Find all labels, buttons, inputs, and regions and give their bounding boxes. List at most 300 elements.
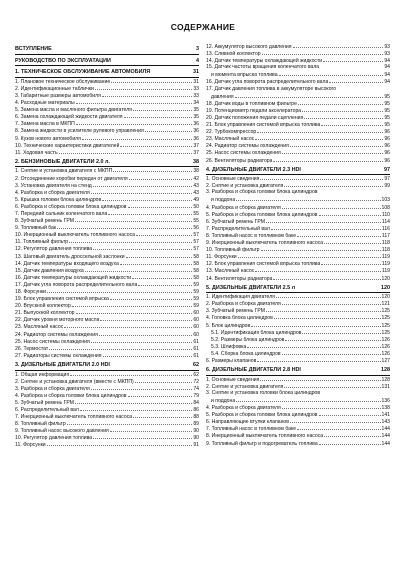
toc-entry xyxy=(15,434,199,441)
toc-entry xyxy=(15,260,199,267)
toc-entry-title: 5. ДИЗЕЛЬНЫЕ ДВИГАТЕЛИ 2.5 л xyxy=(206,284,296,291)
toc-entry-title: 14. Датчик температуры охлаждающей жидкости xyxy=(206,58,323,65)
toc-page-number: 49 xyxy=(193,196,199,203)
toc-entry-title: 8. Замена жидкости в усилителе рулевого управления xyxy=(15,128,144,135)
toc-entry xyxy=(206,232,390,239)
toc-entry xyxy=(15,113,199,120)
dot-leader xyxy=(284,182,383,187)
toc-entry xyxy=(15,92,199,99)
toc-entry xyxy=(15,189,199,196)
toc-entry-title: 4. Разборка и сборка головки блока цилиндров xyxy=(15,392,127,399)
toc-entry-title: 25. Насос системы охлаждения xyxy=(15,338,90,345)
toc-entry-title: давления xyxy=(211,93,234,100)
toc-page-number: 36 xyxy=(193,121,199,128)
dot-leader xyxy=(72,302,192,307)
toc-entry-title: 11. Форсунки xyxy=(206,254,237,261)
toc-page-number: 60 xyxy=(193,331,199,338)
toc-entry xyxy=(15,420,199,427)
toc-page-number: 96 xyxy=(384,129,390,136)
toc-entry xyxy=(206,425,390,432)
dot-leader xyxy=(129,175,193,180)
toc-page-number: 141 xyxy=(381,412,390,419)
toc-entry-title: 17. Датчик давления топлива в аккумуляторе высокого xyxy=(206,85,337,92)
toc-entry-title: 8. Топливный насос в топливном баке xyxy=(206,232,297,239)
dot-leader xyxy=(337,86,389,90)
toc-page-number: 58 xyxy=(193,267,199,274)
toc-entry xyxy=(15,238,199,245)
toc-entry xyxy=(206,149,390,156)
toc-page-number: 35 xyxy=(193,114,199,121)
toc-entry-title: 5. Крышка головки блока цилиндров xyxy=(15,196,102,203)
dot-leader xyxy=(124,113,193,118)
toc-entry xyxy=(206,100,390,107)
dot-leader xyxy=(320,64,383,68)
dot-leader xyxy=(319,211,381,216)
dot-leader xyxy=(75,217,192,222)
dot-leader xyxy=(324,239,381,244)
toc-entry-title: 24. Радиатор системы охлаждения xyxy=(15,331,98,338)
toc-page-number: 126 xyxy=(381,350,390,357)
toc-page-number: 136 xyxy=(381,398,390,404)
toc-entry xyxy=(206,260,390,267)
toc-page-number: 38 xyxy=(193,158,199,165)
toc-entry xyxy=(15,316,199,323)
toc-page-number: 94 xyxy=(384,58,390,65)
toc-entry-title: 18. Форсунки xyxy=(15,289,47,295)
dot-leader xyxy=(133,413,192,418)
toc-section-heading xyxy=(15,57,199,67)
toc-entry xyxy=(206,253,390,260)
toc-entry-title: 4. ДИЗЕЛЬНЫЕ ДВИГАТЕЛИ 2.3 HDI xyxy=(206,166,301,173)
toc-entry-title: 18. Датчик воды в топливном фильтре xyxy=(206,100,297,107)
toc-entry xyxy=(206,307,390,314)
toc-entry xyxy=(15,203,199,210)
toc-entry xyxy=(15,142,199,149)
toc-entry-title: 3. Разборка и сборка головки блока цилиндров xyxy=(206,189,318,196)
dot-leader xyxy=(276,293,381,298)
toc-entry-title: 12. Аккумулятор высокого давления xyxy=(206,44,292,50)
toc-entry xyxy=(206,300,390,307)
toc-entry xyxy=(206,50,390,57)
toc-page-number: 94 xyxy=(384,72,390,79)
toc-page-number: 35 xyxy=(193,107,199,114)
toc-page-number: 59 xyxy=(193,296,199,303)
toc-entry xyxy=(15,217,199,224)
dot-leader xyxy=(93,434,192,439)
toc-entry-title: 4. Разборка и сборка двигателя xyxy=(15,189,90,196)
toc-entry-title: 6. Разборка и сборка головки блока цилиндров xyxy=(15,203,127,210)
toc-entry xyxy=(206,114,390,121)
toc-entry-title: 1. Основные сведения xyxy=(206,376,260,383)
dot-leader xyxy=(64,323,192,328)
toc-entry-title: 23. Масляный насос xyxy=(206,136,255,143)
toc-page-number: 61 xyxy=(193,338,199,345)
dot-leader xyxy=(103,352,193,357)
dot-leader xyxy=(95,85,193,90)
toc-entry xyxy=(15,385,199,392)
toc-page-number: 143 xyxy=(381,419,390,426)
toc-entry-title: 14. Вентиляторы радиатора xyxy=(206,275,273,282)
toc-entry-title: 7. Распределительный вал xyxy=(206,225,270,232)
dot-leader xyxy=(93,245,192,250)
dot-leader xyxy=(297,425,380,430)
toc-entry-title: ВСТУПЛЕНИЕ xyxy=(15,46,52,52)
toc-entry-title: 4. Разборка и сборка двигателя xyxy=(206,204,281,211)
dot-leader xyxy=(236,397,380,402)
toc-page-number: 125 xyxy=(381,322,390,329)
toc-page-number: 43 xyxy=(193,189,199,196)
dot-leader xyxy=(271,225,381,230)
toc-section-heading xyxy=(15,158,199,168)
toc-page-number: 95 xyxy=(384,107,390,114)
dot-leader xyxy=(282,350,381,355)
toc-entry-title: 27. Радиаторы системы охлаждения xyxy=(15,352,102,359)
toc-entry-title: 5.2. Размеры блока цилиндров xyxy=(211,336,285,343)
toc-page-number: 96 xyxy=(384,150,390,157)
dot-leader xyxy=(274,314,381,319)
toc-page-number: 95 xyxy=(384,100,390,107)
dot-leader xyxy=(324,432,380,437)
toc-page-number: 3 xyxy=(196,46,199,52)
toc-entry-title: 2. Снятие и установка двигателя xyxy=(206,383,284,390)
dot-leader xyxy=(93,182,193,187)
toc-page-number: 57 xyxy=(193,232,199,239)
dot-leader xyxy=(273,157,383,162)
toc-page-number: 90 xyxy=(193,428,199,435)
toc-entry xyxy=(206,43,390,50)
dot-leader xyxy=(284,383,380,388)
toc-page-number: 110 xyxy=(381,211,390,218)
toc-page-number: 43 xyxy=(193,182,199,189)
toc-page-number: 119 xyxy=(381,254,390,261)
toc-entry-title: 7. Топливный насос в топливном баке xyxy=(206,426,297,433)
toc-entry xyxy=(206,350,390,357)
toc-page-number: 62 xyxy=(193,361,199,368)
toc-page-number: 94 xyxy=(384,79,390,86)
toc-entry-title: 5.4. Сборка блока цилиндров xyxy=(211,350,281,357)
dot-leader xyxy=(302,329,380,334)
toc-page-number: 127 xyxy=(381,358,390,365)
toc-entry xyxy=(206,432,390,439)
toc-entry-title: 25. Насос системы охлаждения xyxy=(206,150,281,157)
toc-page-number: 128 xyxy=(381,367,390,374)
dot-leader xyxy=(302,367,380,371)
toc-page-number: 117 xyxy=(381,232,390,239)
toc-entry xyxy=(15,323,199,330)
toc-entry xyxy=(206,397,390,404)
toc-entry-title: 14. Датчик температуры входящего воздуха xyxy=(15,260,119,267)
toc-entry-title: 1. Плановое техническое обслуживание xyxy=(15,78,111,85)
toc-entry xyxy=(206,189,390,196)
toc-page-number: 59 xyxy=(193,289,199,295)
toc-entry-title: 2. Снятие и установка двигателя xyxy=(206,183,284,190)
toc-entry-title: 6. Направляющие втулки клапанов xyxy=(206,419,289,426)
toc-page-number: 90 xyxy=(193,435,199,442)
toc-entry xyxy=(206,411,390,418)
toc-page-number: 93 xyxy=(384,44,390,50)
toc-entry xyxy=(206,275,390,282)
toc-page-number: 120 xyxy=(381,284,390,291)
toc-entry xyxy=(15,441,199,448)
toc-entry xyxy=(15,224,199,231)
dot-leader xyxy=(255,135,383,140)
toc-entry-title: и поддона xyxy=(211,398,236,404)
toc-entry-title: 4. Разборка и сборка двигателя xyxy=(206,405,281,412)
toc-entry xyxy=(15,175,199,182)
toc-page-number: 57 xyxy=(193,246,199,253)
toc-entry xyxy=(206,322,390,329)
toc-page-number: 36 xyxy=(193,135,199,142)
toc-section-heading xyxy=(206,366,390,376)
toc-entry xyxy=(15,427,199,434)
dot-leader xyxy=(91,338,193,343)
toc-entry xyxy=(15,413,199,420)
toc-page-number: 84 xyxy=(193,399,199,406)
toc-entry xyxy=(206,246,390,253)
toc-entry-title: 6. ДИЗЕЛЬНЫЕ ДВИГАТЕЛИ 2.8 HDI xyxy=(206,367,301,374)
toc-entry-title: 10. Технические характеристики двигателей xyxy=(15,142,120,149)
toc-entry-title: РУКОВОДСТВО ПО ЭКСПЛУАТАЦИИ xyxy=(15,57,111,64)
dot-leader xyxy=(323,57,383,62)
dot-leader xyxy=(85,267,193,272)
toc-page-number: 58 xyxy=(193,253,199,260)
toc-page-number: 37 xyxy=(193,142,199,149)
toc-entry-title: 16. Датчик температуры охлаждающей жидкости xyxy=(15,274,132,281)
toc-entry-title: 6. Размеры клапанов xyxy=(206,358,257,365)
toc-page-number: 97 xyxy=(384,166,390,173)
dot-leader xyxy=(302,107,383,112)
dot-leader xyxy=(91,385,193,390)
dot-leader xyxy=(319,189,390,193)
toc-entry xyxy=(15,196,199,203)
dot-leader xyxy=(132,274,192,279)
toc-page-number: 55 xyxy=(193,210,199,217)
toc-entry xyxy=(206,78,390,85)
toc-entry xyxy=(206,293,390,300)
toc-entry-title: 11. Форсунки xyxy=(15,442,46,449)
toc-page-number: 95 xyxy=(384,114,390,121)
toc-page-number: 144 xyxy=(381,440,390,447)
toc-entry xyxy=(15,231,199,238)
toc-page-number: 121 xyxy=(381,301,390,308)
toc-page-number: 103 xyxy=(381,197,390,204)
dot-leader xyxy=(91,189,193,194)
toc-entry-title: 12. Регулятор давления топлива xyxy=(15,246,93,253)
dot-leader xyxy=(329,78,383,83)
toc-page-number: 89 xyxy=(193,421,199,428)
toc-entry xyxy=(15,253,199,260)
dot-leader xyxy=(247,343,380,348)
toc-page-number: 120 xyxy=(381,294,390,301)
dot-leader xyxy=(282,300,381,305)
toc-entry xyxy=(206,376,390,383)
toc-entry xyxy=(206,336,390,343)
toc-entry-title: 13. Сливной коллектор xyxy=(206,51,261,58)
toc-entry xyxy=(206,239,390,246)
toc-entry xyxy=(206,329,390,336)
toc-entry xyxy=(206,93,390,100)
dot-leader xyxy=(99,331,192,336)
toc-entry-title: 3. Габаритные размеры автомобиля xyxy=(15,92,101,99)
toc-entry xyxy=(15,309,199,316)
dot-leader xyxy=(111,362,192,366)
dot-leader xyxy=(235,93,384,98)
dot-leader xyxy=(126,253,193,258)
toc-entry xyxy=(15,245,199,252)
dot-leader xyxy=(110,295,193,300)
toc-entry xyxy=(15,182,199,189)
toc-entry xyxy=(15,345,199,352)
toc-entry xyxy=(15,371,199,378)
dot-leader xyxy=(102,92,192,97)
toc-entry xyxy=(15,274,199,281)
toc-section-heading xyxy=(15,68,199,78)
toc-entry-title: 9. Топливный бак xyxy=(15,225,57,232)
dot-leader xyxy=(262,50,384,55)
toc-entry-title: 1. Общая информация xyxy=(15,371,70,378)
toc-entry-title: 26. Вентиляторы радиатора xyxy=(206,157,273,164)
toc-page-number: 60 xyxy=(193,317,199,324)
toc-page-number: 119 xyxy=(381,261,390,268)
toc-entry xyxy=(206,128,390,135)
dot-leader xyxy=(76,309,193,314)
toc-page-number: 125 xyxy=(381,329,390,336)
toc-entry-title: 16. Датчик угла поворота распределительного вала xyxy=(206,79,329,86)
dot-leader xyxy=(260,175,383,180)
toc-page-number: 62 xyxy=(193,371,199,378)
dot-leader xyxy=(261,246,381,251)
toc-page-number: 91 xyxy=(193,442,199,449)
toc-entry-title: 13. Шаговый двигатель дроссельной заслонки xyxy=(15,253,125,260)
dot-leader xyxy=(135,378,193,383)
dot-leader xyxy=(49,345,192,350)
toc-page-number: 31 xyxy=(193,69,199,76)
toc-entry-title: 3. Установка двигателя на стенд xyxy=(15,182,92,189)
dot-leader xyxy=(297,232,381,237)
toc-page-number: 60 xyxy=(193,324,199,331)
dot-leader xyxy=(133,106,192,111)
toc-entry-title: и момента впрыска топлива xyxy=(211,72,278,79)
toc-entry xyxy=(206,107,390,114)
toc-entry xyxy=(206,182,390,189)
toc-entry xyxy=(206,121,390,128)
dot-leader xyxy=(113,167,192,172)
toc-entry xyxy=(15,167,199,174)
toc-entry-title: 20. Впускной коллектор xyxy=(15,303,71,310)
toc-entry-title: 8. Инерционный выключатель топливного насоса xyxy=(206,433,324,440)
dot-leader xyxy=(110,427,193,432)
toc-page-number: 55 xyxy=(193,218,199,225)
toc-column-right xyxy=(206,43,390,447)
toc-page-number: 116 xyxy=(381,225,390,232)
toc-entry-title: 5.3. Шлифовка xyxy=(211,343,247,350)
toc-page-number: 36 xyxy=(193,128,199,135)
toc-page-number: 59 xyxy=(193,281,199,288)
toc-entry xyxy=(206,175,390,182)
dot-leader xyxy=(120,142,192,147)
dot-leader xyxy=(67,420,193,425)
toc-entry xyxy=(15,352,199,359)
toc-entry xyxy=(206,157,390,164)
toc-entry xyxy=(206,86,390,93)
toc-page-number: 95 xyxy=(384,93,390,100)
toc-page-number: 120 xyxy=(381,275,390,282)
page-title: СОДЕРЖАНИЕ xyxy=(170,22,236,32)
toc-entry-title: 9. Топливный фильтр и подогреватель топлива xyxy=(206,440,318,447)
dot-leader xyxy=(47,288,192,293)
dot-leader xyxy=(266,307,381,312)
dot-leader xyxy=(128,203,193,208)
toc-entry-title: 11. Топливный фильтр xyxy=(15,239,69,246)
toc-entry-title: 13. Масляный насос xyxy=(206,268,255,275)
toc-entry xyxy=(15,406,199,413)
toc-entry-title: 4. Расходные материалы xyxy=(15,100,75,107)
toc-page-number: 56 xyxy=(193,225,199,232)
dot-leader xyxy=(112,58,195,62)
toc-entry-title: 7. Замена масла в МКПП xyxy=(15,121,75,128)
dot-leader xyxy=(70,371,192,376)
dot-leader xyxy=(257,357,380,362)
dot-leader xyxy=(260,376,380,381)
toc-page-number: 144 xyxy=(381,433,390,440)
toc-section-heading xyxy=(206,284,390,294)
dot-leader xyxy=(138,281,192,286)
toc-entry xyxy=(15,99,199,106)
toc-entry-title: 23. Масляный насос xyxy=(15,324,64,331)
toc-entry-title: 21. Блок управления системой впрыска топлива xyxy=(206,122,321,129)
dot-leader xyxy=(111,159,192,163)
toc-entry-title: 1. ТЕХНИЧЕСКОЕ ОБСЛУЖИВАНИЕ АВТОМОБИЛЯ xyxy=(15,69,151,76)
dot-leader xyxy=(57,224,192,229)
toc-entry xyxy=(206,64,390,71)
toc-entry xyxy=(206,267,390,274)
dot-leader xyxy=(145,127,193,132)
dot-leader xyxy=(238,253,381,258)
toc-entry xyxy=(206,314,390,321)
dot-leader xyxy=(282,149,384,154)
toc-entry-title: 22. Датчик уровня моторного масла xyxy=(15,317,100,324)
toc-page-number: 99 xyxy=(384,183,390,190)
toc-entry xyxy=(15,267,199,274)
toc-page-number: 119 xyxy=(381,268,390,275)
toc-entry xyxy=(15,135,199,142)
toc-entry xyxy=(206,390,390,397)
dot-leader xyxy=(111,78,192,83)
toc-entry-title: 6. Замена охлаждающей жидкости двигателя xyxy=(15,114,123,121)
toc-page-number: 88 xyxy=(193,414,199,421)
toc-entry xyxy=(15,338,199,345)
toc-entry xyxy=(206,211,390,218)
toc-column-left xyxy=(15,43,199,449)
toc-entry-title: 10. Топливный фильтр xyxy=(206,247,260,254)
toc-entry xyxy=(206,196,390,203)
toc-page-number: 95 xyxy=(384,122,390,129)
toc-page-number: 61 xyxy=(193,345,199,352)
toc-page-number: 128 xyxy=(381,376,390,383)
toc-entry-title: 9. Топливный насос высокого давления xyxy=(15,428,109,435)
toc-entry xyxy=(206,383,390,390)
toc-entry xyxy=(15,149,199,156)
dot-leader xyxy=(302,167,383,171)
toc-page-number: 33 xyxy=(193,92,199,99)
dot-leader xyxy=(59,149,193,154)
dot-leader xyxy=(69,238,192,243)
toc-entry xyxy=(15,127,199,134)
dot-leader xyxy=(120,260,193,265)
toc-entry-title: 7. Инерционный выключатель топливного насоса xyxy=(15,414,133,421)
dot-leader xyxy=(251,322,380,327)
dot-leader xyxy=(304,114,383,119)
